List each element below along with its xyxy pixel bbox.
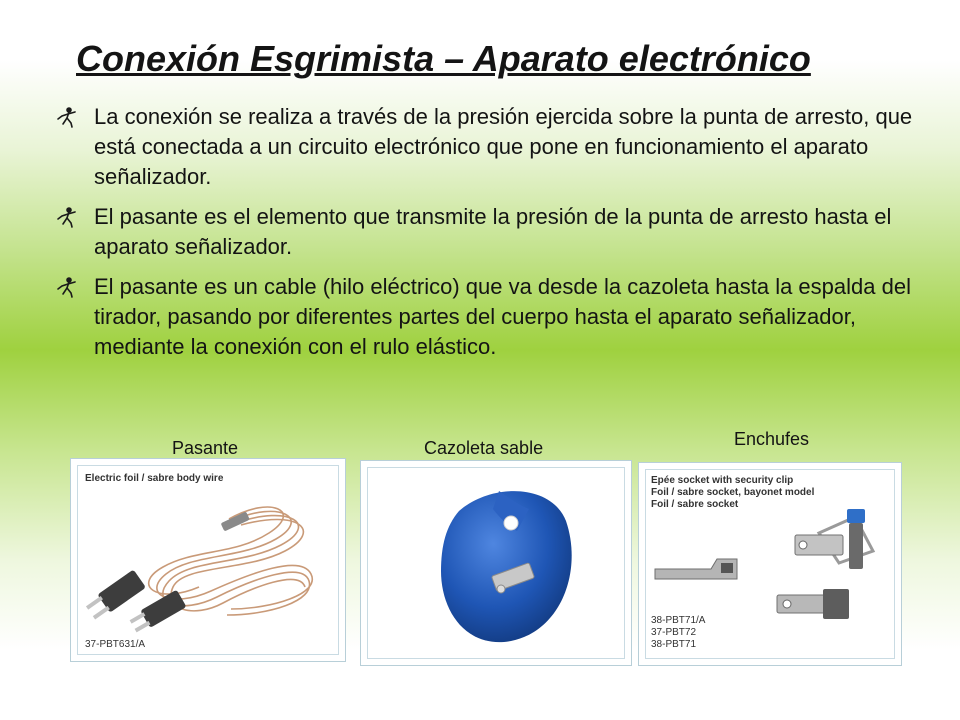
bullet-list	[56, 102, 936, 372]
bullet-text: La conexión se realiza a través de la presión ejercida sobre la punta de arresto, que está conectada a un circuito electrónico que pone en funcionamiento el aparato señalizador.	[94, 104, 913, 189]
bullet-item	[56, 102, 936, 192]
cazoleta-photo	[360, 460, 632, 666]
bullet-text: El pasante es el elemento que transmite la presión de la punta de arresto hasta el aparato señalizador.	[94, 204, 892, 259]
caption-pasante: Pasante	[172, 438, 239, 458]
bullet-item	[56, 202, 936, 262]
enchufes-code: 38-PBT71/A	[651, 615, 706, 626]
pasante-code: 37-PBT631/A	[85, 639, 146, 650]
sabre-guard-image	[361, 461, 632, 666]
pasante-photo	[70, 458, 346, 662]
slide-title: Conexión Esgrimista – Aparato electrónico	[76, 38, 811, 79]
fencer-icon	[56, 276, 78, 298]
fencer-icon	[56, 206, 78, 228]
enchufes-label: Foil / sabre socket	[651, 499, 739, 510]
enchufes-photo	[638, 462, 902, 666]
enchufes-code: 38-PBT71	[651, 639, 697, 650]
bullet-item	[56, 272, 936, 362]
fencer-icon	[56, 106, 78, 128]
pasante-label: Electric foil / sabre body wire	[85, 473, 224, 484]
enchufes-label: Epée socket with security clip	[651, 475, 794, 486]
enchufes-label: Foil / sabre socket, bayonet model	[651, 487, 815, 498]
enchufes-code: 37-PBT72	[651, 627, 697, 638]
caption-enchufes: Enchufes	[734, 429, 810, 449]
bullet-text: El pasante es un cable (hilo eléctrico) que va desde la cazoleta hasta la espalda del tirador, pasando por diferentes partes del cuerpo hasta el aparato señalizador, mediante la conexión con el rulo elástico.	[94, 274, 911, 359]
caption-cazoleta: Cazoleta sable	[424, 438, 544, 458]
body-wire-image	[71, 459, 346, 662]
